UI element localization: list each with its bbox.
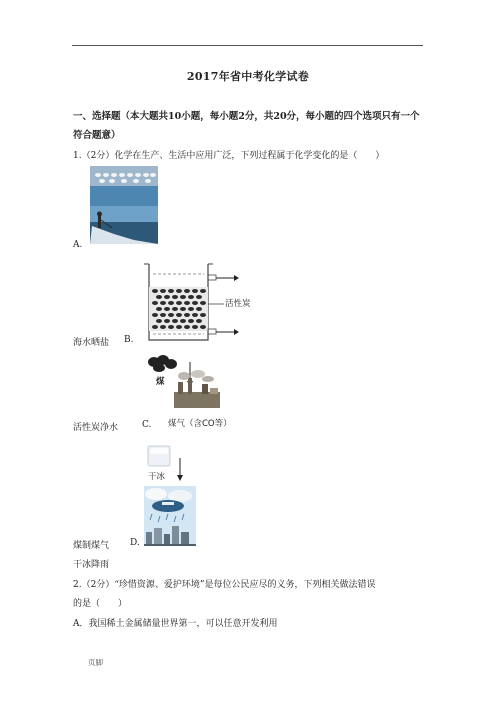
question-2-line-2: 的是（ ）: [73, 599, 128, 609]
exam-title: 2017年省中考化学试卷: [186, 70, 310, 83]
question-2-option-a: A．我国稀土金属储量世界第一，可以任意开发利用: [73, 619, 278, 629]
option-c-marker: C.: [142, 420, 152, 430]
coal-gas-diagram: [144, 352, 240, 422]
coal-label: 煤: [156, 377, 165, 387]
option-b-caption: 活性炭净水: [73, 423, 119, 433]
option-d-marker: D.: [130, 538, 140, 548]
question-1-stem: 1.（2分）化学在生产、生活中应用广泛，下列过程属于化学变化的是（ ）: [73, 151, 385, 161]
page-footer: 页脚: [88, 658, 103, 667]
option-b-marker: B.: [124, 335, 134, 345]
option-a-caption: 海水晒盐: [73, 338, 110, 348]
activated-carbon-label: 活性炭: [225, 299, 251, 309]
section-heading: 一、选择题（本大题共10小题，每小题2分，共20分，每小题的四个选项只有一个符合题意）: [73, 111, 420, 141]
header-rule: [72, 45, 423, 46]
option-a-marker: A.: [73, 240, 83, 250]
sea-salt-photo: [90, 166, 158, 244]
option-d-caption: 干冰降雨: [73, 560, 110, 570]
dry-ice-rain-diagram: [140, 440, 198, 548]
dry-ice-label: 干冰: [148, 472, 166, 482]
question-2-line-1: 2.（2分）“珍惜资源、爱护环境”是每位公民应尽的义务，下列相关做法错误: [73, 580, 376, 590]
option-c-caption: 煤制煤气: [73, 541, 110, 551]
coal-gas-label: 煤气（含CO等）: [168, 419, 232, 429]
